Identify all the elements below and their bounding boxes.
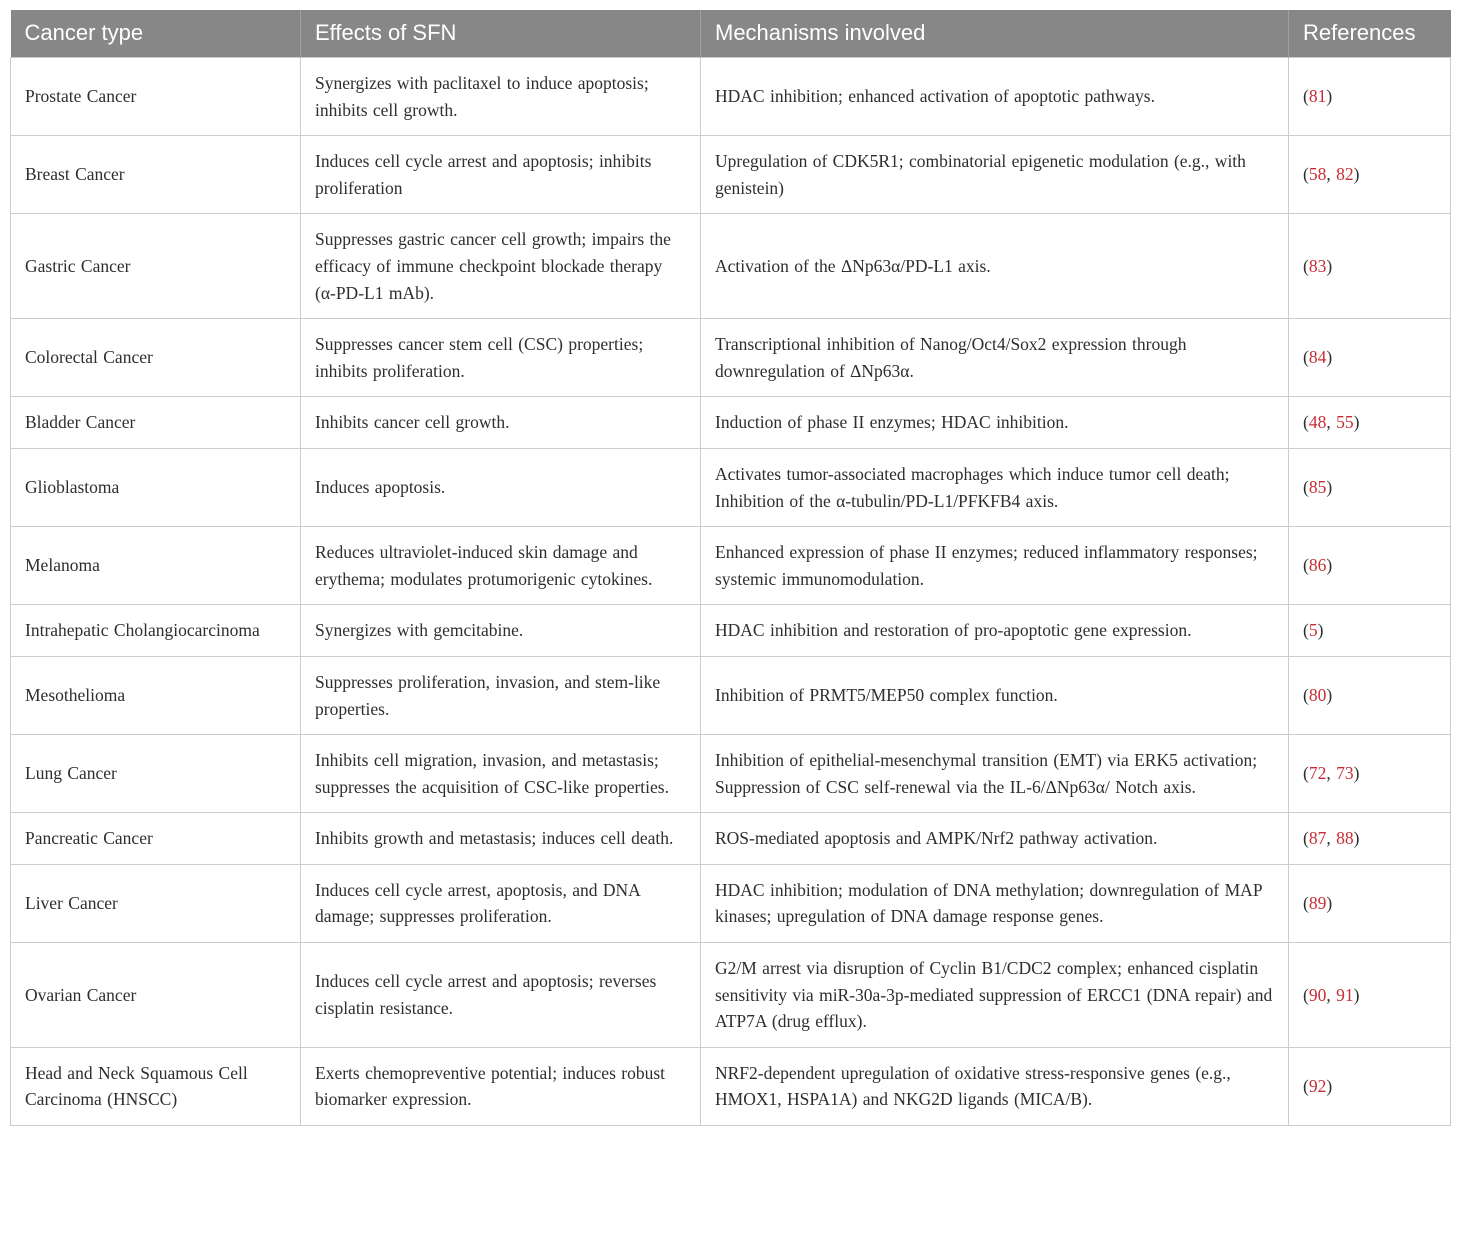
references-cell	[1289, 735, 1451, 813]
reference-link[interactable]: 5	[1308, 620, 1318, 641]
reference-paren: )	[1326, 86, 1333, 107]
mechanisms-cell: HDAC inhibition; modulation of DNA methylation; downregulation of MAP kinases; upregulation of DNA damage response genes.	[701, 864, 1289, 942]
reference-link[interactable]: 88	[1336, 828, 1354, 849]
effects-cell: Synergizes with gemcitabine.	[301, 605, 701, 657]
reference-paren: )	[1326, 347, 1333, 368]
references-cell	[1289, 943, 1451, 1048]
reference-separator: ,	[1326, 763, 1337, 784]
reference-separator: ,	[1326, 164, 1337, 185]
reference-link[interactable]: 92	[1308, 1076, 1327, 1097]
reference-separator: ,	[1326, 412, 1337, 433]
reference-link[interactable]: 48	[1308, 412, 1327, 433]
reference-paren: (	[1303, 1076, 1309, 1097]
reference-paren: )	[1353, 763, 1360, 784]
cancer-type-cell: Liver Cancer	[11, 864, 301, 942]
table-row	[11, 527, 1451, 605]
reference-paren: (	[1303, 86, 1309, 107]
cancer-type-cell: Bladder Cancer	[11, 397, 301, 449]
cancer-type-cell: Pancreatic Cancer	[11, 813, 301, 865]
mechanisms-cell: Transcriptional inhibition of Nanog/Oct4/Sox2 expression through downregulation of ΔNp63α.	[701, 319, 1289, 397]
references-cell	[1289, 864, 1451, 942]
table-body	[11, 58, 1451, 1126]
references-cell	[1289, 448, 1451, 526]
table-row	[11, 397, 1451, 449]
reference-paren: (	[1303, 255, 1309, 276]
reference-link[interactable]: 84	[1308, 347, 1327, 368]
mechanisms-cell: Activates tumor-associated macrophages which induce tumor cell death; Inhibition of the α-tubulin/PD-L1/PFKFB4 axis.	[701, 448, 1289, 526]
reference-paren: )	[1353, 412, 1360, 433]
references-cell	[1289, 605, 1451, 657]
references-cell	[1289, 214, 1451, 319]
mechanisms-cell: Activation of the ΔNp63α/PD-L1 axis.	[701, 214, 1289, 319]
reference-link[interactable]: 82	[1336, 164, 1354, 185]
effects-cell: Exerts chemopreventive potential; induces robust biomarker expression.	[301, 1047, 701, 1125]
cancer-type-cell: Breast Cancer	[11, 136, 301, 214]
references-cell	[1289, 397, 1451, 449]
mechanisms-cell: Inhibition of epithelial-mesenchymal transition (EMT) via ERK5 activation; Suppression of CSC self-renewal via the IL-6/ΔNp63α/ Notch axis.	[701, 735, 1289, 813]
table-row	[11, 656, 1451, 734]
reference-link[interactable]: 83	[1308, 255, 1327, 276]
reference-link[interactable]: 89	[1308, 893, 1327, 914]
references-cell	[1289, 813, 1451, 865]
reference-paren: )	[1326, 1076, 1333, 1097]
reference-paren: (	[1303, 828, 1309, 849]
reference-paren: )	[1326, 555, 1333, 576]
references-cell	[1289, 58, 1451, 136]
table-header	[11, 10, 1451, 58]
table-row	[11, 1047, 1451, 1125]
reference-link[interactable]: 90	[1308, 984, 1327, 1005]
reference-paren: (	[1303, 620, 1309, 641]
mechanisms-cell: HDAC inhibition and restoration of pro-apoptotic gene expression.	[701, 605, 1289, 657]
reference-paren: (	[1303, 477, 1309, 498]
reference-link[interactable]: 55	[1336, 412, 1354, 433]
table-row	[11, 136, 1451, 214]
effects-cell: Reduces ultraviolet-induced skin damage and erythema; modulates protumorigenic cytokines.	[301, 527, 701, 605]
reference-paren: )	[1326, 685, 1333, 706]
cancer-type-cell: Colorectal Cancer	[11, 319, 301, 397]
cancer-type-cell: Lung Cancer	[11, 735, 301, 813]
table-row	[11, 813, 1451, 865]
table-row	[11, 943, 1451, 1048]
effects-cell: Inhibits cell migration, invasion, and metastasis; suppresses the acquisition of CSC-like properties.	[301, 735, 701, 813]
table-row	[11, 864, 1451, 942]
mechanisms-cell: G2/M arrest via disruption of Cyclin B1/CDC2 complex; enhanced cisplatin sensitivity via miR-30a-3p-mediated suppression of ERCC1 (DNA repair) and ATP7A (drug efflux).	[701, 943, 1289, 1048]
table-row	[11, 448, 1451, 526]
reference-paren: )	[1326, 255, 1333, 276]
effects-cell: Inhibits cancer cell growth.	[301, 397, 701, 449]
references-cell	[1289, 319, 1451, 397]
reference-link[interactable]: 91	[1336, 984, 1354, 1005]
sfn-cancer-table	[10, 10, 1451, 1126]
reference-link[interactable]: 58	[1308, 164, 1327, 185]
reference-paren: (	[1303, 984, 1309, 1005]
reference-link[interactable]: 85	[1308, 477, 1327, 498]
mechanisms-cell: HDAC inhibition; enhanced activation of apoptotic pathways.	[701, 58, 1289, 136]
effects-cell: Induces cell cycle arrest and apoptosis; reverses cisplatin resistance.	[301, 943, 701, 1048]
reference-paren: )	[1353, 984, 1360, 1005]
header-row	[11, 10, 1451, 58]
header-cancer-type: Cancer type	[11, 10, 301, 58]
reference-paren: (	[1303, 164, 1309, 185]
reference-paren: (	[1303, 412, 1309, 433]
reference-paren: (	[1303, 893, 1309, 914]
cancer-type-cell: Head and Neck Squamous Cell Carcinoma (HNSCC)	[11, 1047, 301, 1125]
reference-link[interactable]: 86	[1308, 555, 1327, 576]
cancer-type-cell: Gastric Cancer	[11, 214, 301, 319]
reference-paren: (	[1303, 685, 1309, 706]
effects-cell: Suppresses proliferation, invasion, and stem-like properties.	[301, 656, 701, 734]
mechanisms-cell: ROS-mediated apoptosis and AMPK/Nrf2 pathway activation.	[701, 813, 1289, 865]
table-row	[11, 58, 1451, 136]
reference-link[interactable]: 81	[1308, 86, 1327, 107]
mechanisms-cell: NRF2-dependent upregulation of oxidative stress-responsive genes (e.g., HMOX1, HSPA1A) and NKG2D ligands (MICA/B).	[701, 1047, 1289, 1125]
reference-link[interactable]: 87	[1308, 828, 1327, 849]
references-cell	[1289, 656, 1451, 734]
effects-cell: Induces cell cycle arrest and apoptosis; inhibits proliferation	[301, 136, 701, 214]
table-row	[11, 735, 1451, 813]
reference-separator: ,	[1326, 984, 1337, 1005]
references-cell	[1289, 136, 1451, 214]
reference-paren: )	[1353, 828, 1360, 849]
effects-cell: Induces apoptosis.	[301, 448, 701, 526]
reference-paren: )	[1326, 477, 1333, 498]
cancer-type-cell: Prostate Cancer	[11, 58, 301, 136]
cancer-type-cell: Mesothelioma	[11, 656, 301, 734]
cancer-type-cell: Ovarian Cancer	[11, 943, 301, 1048]
header-mechanisms: Mechanisms involved	[701, 10, 1289, 58]
effects-cell: Synergizes with paclitaxel to induce apoptosis; inhibits cell growth.	[301, 58, 701, 136]
reference-paren: )	[1326, 893, 1333, 914]
reference-paren: (	[1303, 347, 1309, 368]
reference-paren: (	[1303, 555, 1309, 576]
table-row	[11, 605, 1451, 657]
reference-separator: ,	[1326, 828, 1337, 849]
effects-cell: Induces cell cycle arrest, apoptosis, and DNA damage; suppresses proliferation.	[301, 864, 701, 942]
header-effects: Effects of SFN	[301, 10, 701, 58]
reference-paren: (	[1303, 763, 1309, 784]
cancer-type-cell: Glioblastoma	[11, 448, 301, 526]
header-references: References	[1289, 10, 1451, 58]
references-cell	[1289, 1047, 1451, 1125]
reference-link[interactable]: 80	[1308, 685, 1327, 706]
table-row	[11, 214, 1451, 319]
reference-link[interactable]: 72	[1308, 763, 1327, 784]
reference-paren: )	[1317, 620, 1324, 641]
effects-cell: Inhibits growth and metastasis; induces cell death.	[301, 813, 701, 865]
cancer-type-cell: Melanoma	[11, 527, 301, 605]
reference-link[interactable]: 73	[1336, 763, 1354, 784]
reference-paren: )	[1353, 164, 1360, 185]
table-row	[11, 319, 1451, 397]
effects-cell: Suppresses cancer stem cell (CSC) properties; inhibits proliferation.	[301, 319, 701, 397]
references-cell	[1289, 527, 1451, 605]
mechanisms-cell: Induction of phase II enzymes; HDAC inhibition.	[701, 397, 1289, 449]
mechanisms-cell: Enhanced expression of phase II enzymes; reduced inflammatory responses; systemic immunomodulation.	[701, 527, 1289, 605]
mechanisms-cell: Upregulation of CDK5R1; combinatorial epigenetic modulation (e.g., with genistein)	[701, 136, 1289, 214]
cancer-type-cell: Intrahepatic Cholangiocarcinoma	[11, 605, 301, 657]
mechanisms-cell: Inhibition of PRMT5/MEP50 complex function.	[701, 656, 1289, 734]
effects-cell: Suppresses gastric cancer cell growth; impairs the efficacy of immune checkpoint blockade therapy (α-PD-L1 mAb).	[301, 214, 701, 319]
